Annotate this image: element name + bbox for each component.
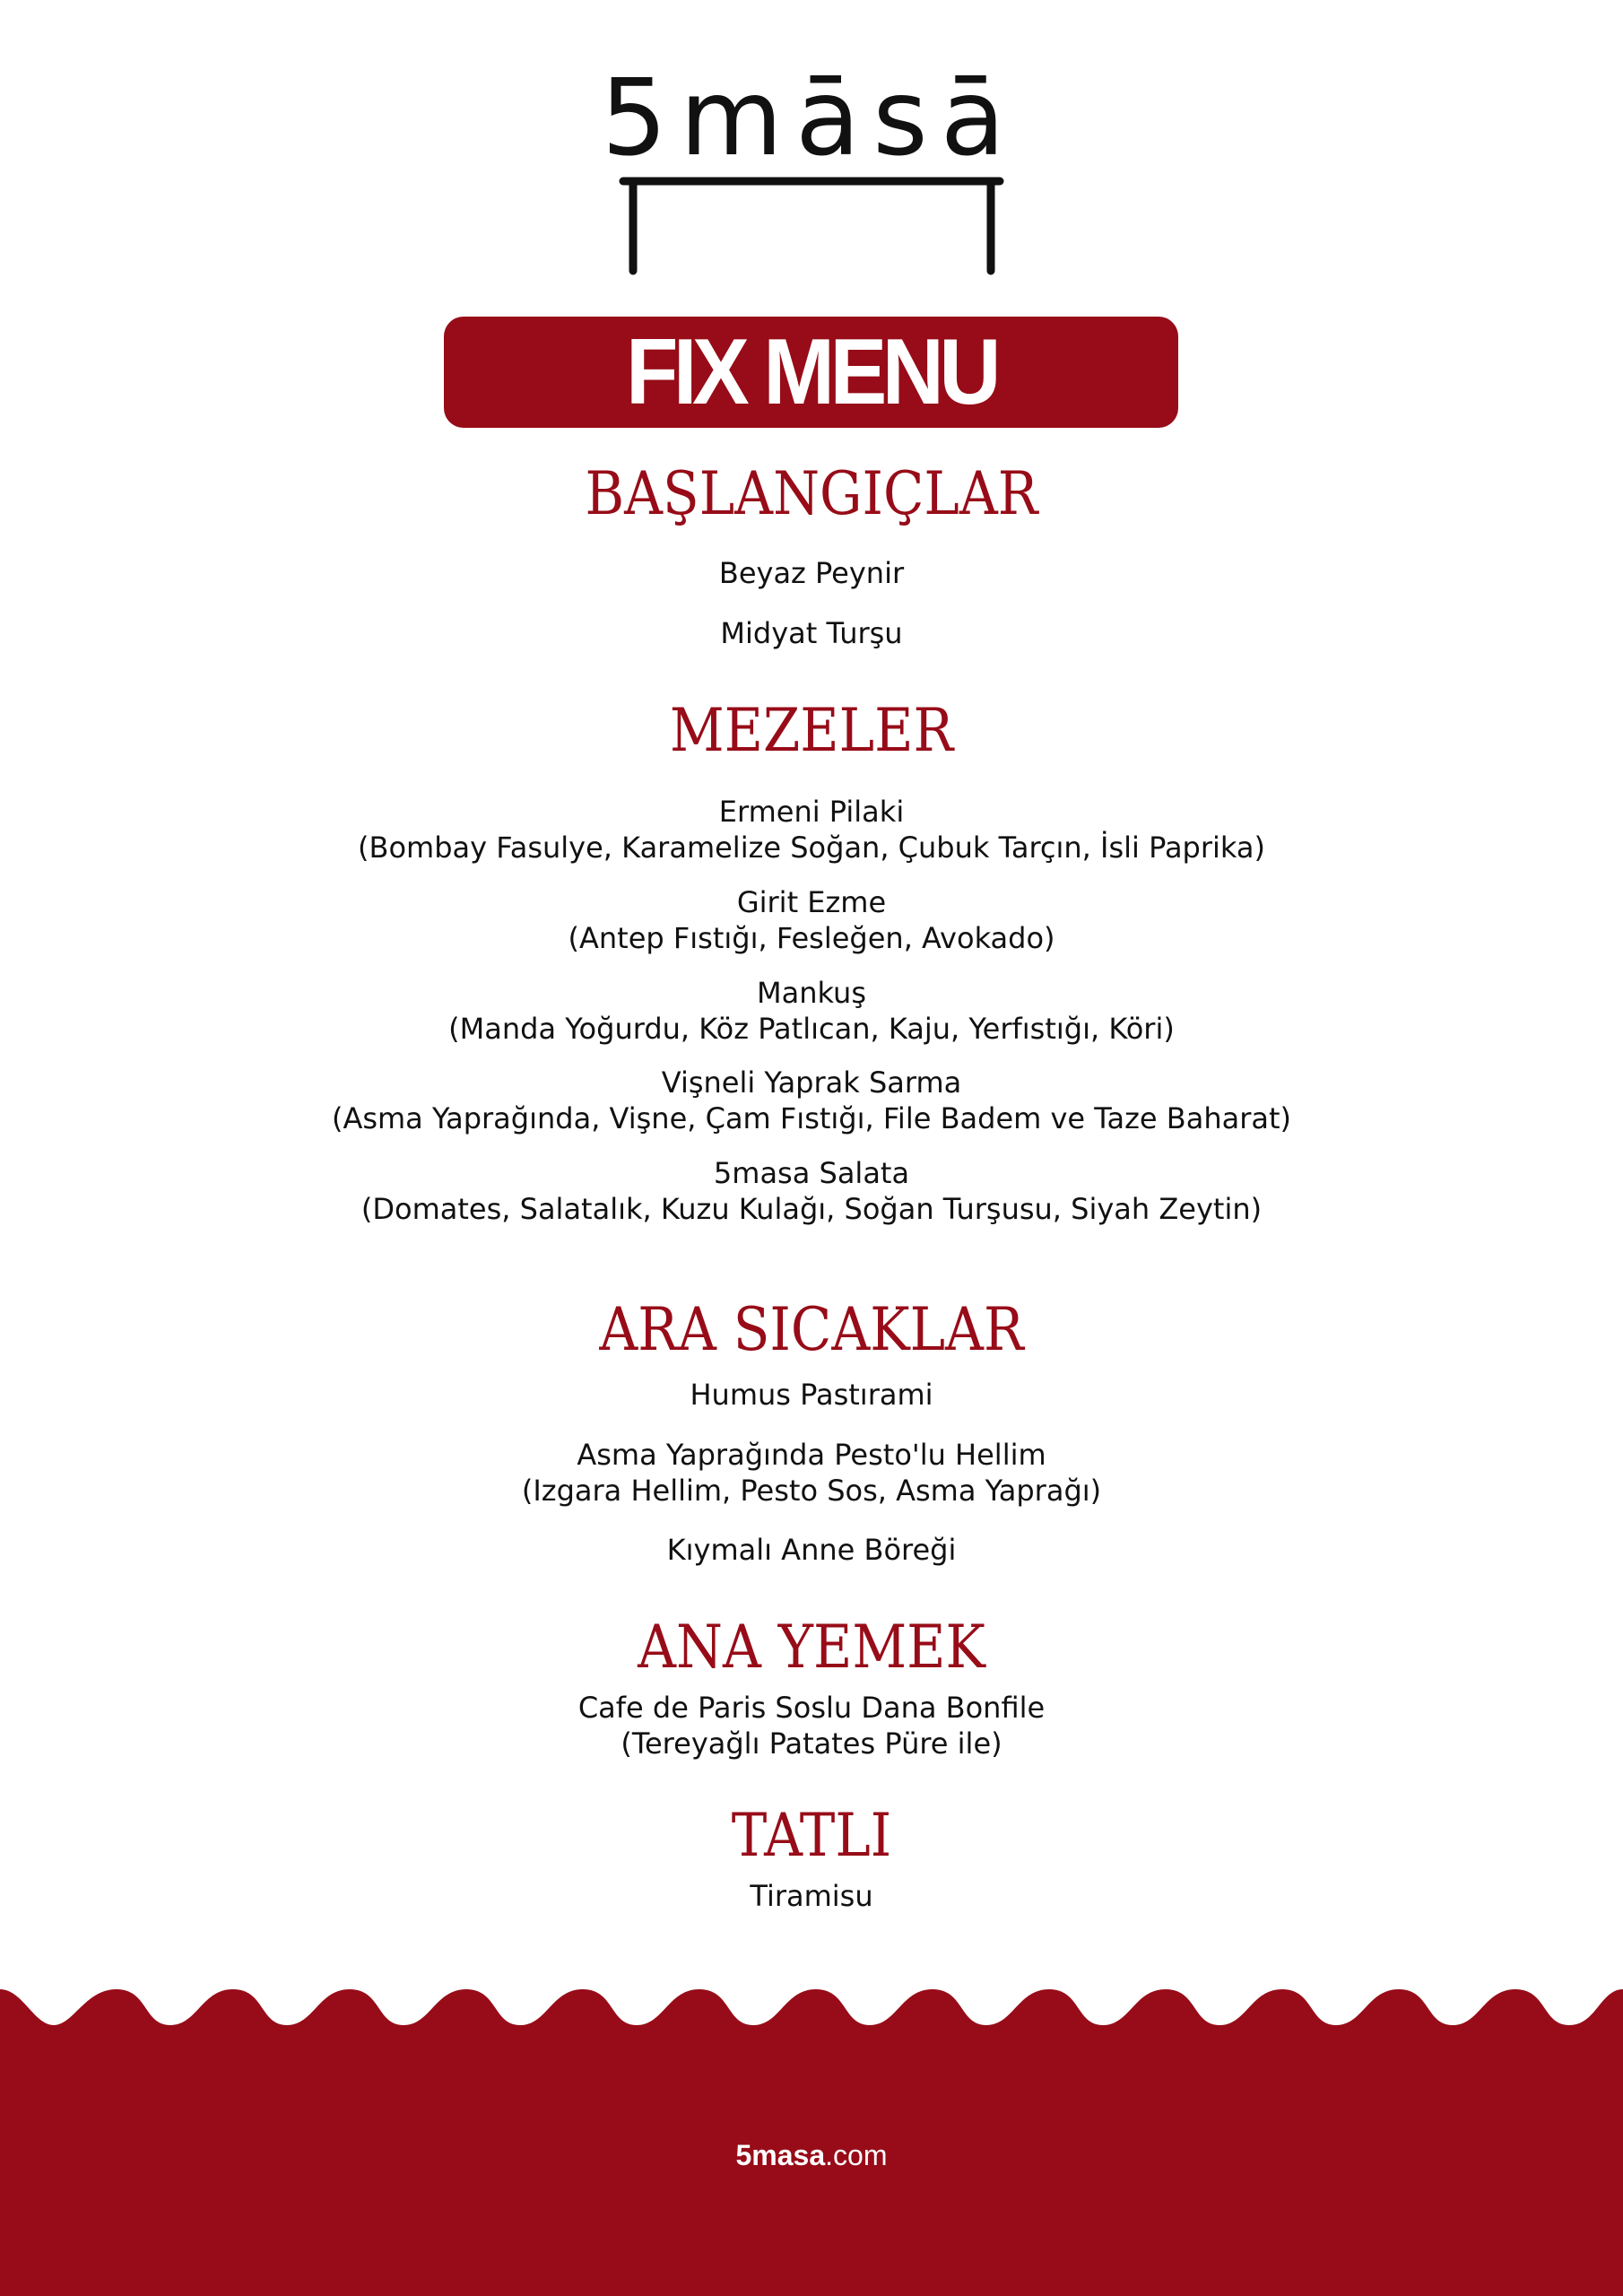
menu-item-description: (Asma Yaprağında, Vişne, Çam Fıstığı, File Badem ve Taze Baharat) [331,1101,1292,1135]
fix-menu-banner [444,317,1178,428]
menu-item-description: (Izgara Hellim, Pesto Sos, Asma Yaprağı) [521,1474,1102,1508]
footer-wave [0,1973,1623,2296]
menu-item [0,1377,1623,1413]
menu-item [0,1690,1623,1761]
menu-item-name: Vişneli Yaprak Sarma [661,1065,962,1100]
menu-item [0,555,1623,591]
menu-item-description: (Bombay Fasulye, Karamelize Soğan, Çubuk Tarçın, İsli Paprika) [358,831,1265,865]
menu-item-description: (Domates, Salatalık, Kuzu Kulağı, Soğan Turşusu, Siyah Zeytin) [360,1192,1263,1226]
menu-item [0,1878,1623,1914]
menu-item-name: Girit Ezme [736,885,887,919]
section-title-ana-yemek: ANA YEMEK [638,1613,985,1682]
menu-item-name: Humus Pastırami [690,1378,933,1412]
footer-domain: .com [825,2139,888,2171]
menu-item [0,615,1623,651]
section-title-tatli: TATLI [731,1801,892,1870]
menu-item [0,1155,1623,1227]
footer-website[interactable] [0,2137,1623,2173]
menu-item [0,975,1623,1047]
menu-item-name: Mankuş [757,976,866,1010]
section-title-baslangiclar: BAŞLANGIÇLAR [585,459,1038,528]
menu-item-description: (Antep Fıstığı, Fesleğen, Avokado) [568,921,1055,955]
menu-item [0,884,1623,956]
menu-item [0,1532,1623,1568]
section-title-ara-sicaklar: ARA SICAKLAR [599,1295,1024,1364]
menu-item-description: (Manda Yoğurdu, Köz Patlıcan, Kaju, Yerfıstığı, Köri) [448,1012,1175,1046]
menu-item-description: (Tereyağlı Patates Püre ile) [621,1726,1002,1761]
menu-item-name: Kıymalı Anne Böreği [666,1533,957,1567]
menu-item-name: 5masa Salata [713,1156,910,1190]
menu-item-name: Asma Yaprağında Pesto'lu Hellim [577,1438,1046,1472]
menu-item [0,794,1623,865]
menu-item-name: Tiramisu [750,1879,873,1913]
banner-title: FIX MENU [626,320,996,424]
section-title-mezeler: MEZELER [669,696,954,765]
menu-item-name: Ermeni Pilaki [718,795,905,829]
menu-item-name: Beyaz Peynir [718,556,905,590]
menu-item-name: Cafe de Paris Soslu Dana Bonfile [577,1691,1046,1725]
menu-item [0,1437,1623,1509]
menu-item [0,1065,1623,1136]
logo-wordmark: 5māsā [610,72,1013,179]
footer-brand-name: 5masa [735,2139,826,2171]
menu-item-name: Midyat Turşu [720,616,903,650]
brand-logo [610,72,1013,278]
